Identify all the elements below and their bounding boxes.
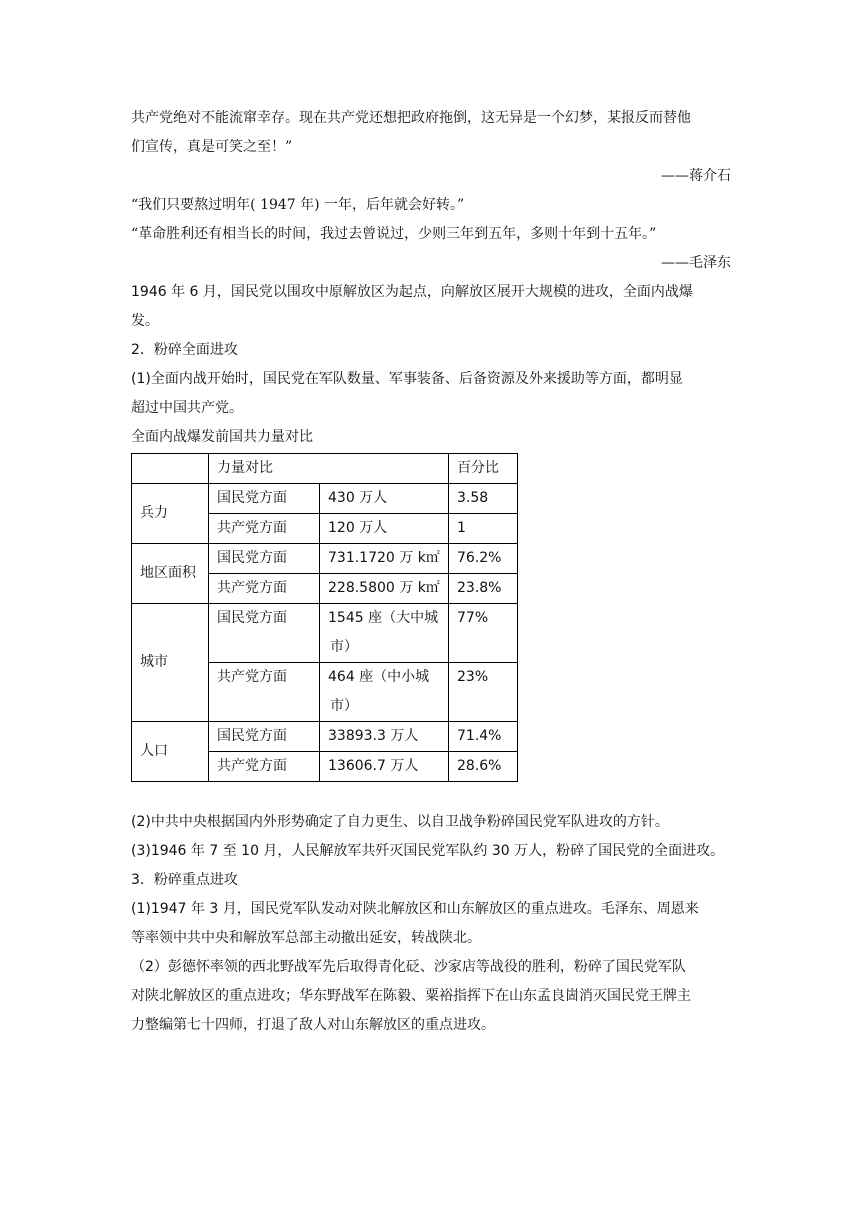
section3-p1-line-2: 等率领中共中央和解放军总部主动撤出延安，转战陕北。 [131,930,481,946]
side-cell: 共产党方面 [209,663,320,722]
section2-p2: (2)中共中央根据国内外形势确定了自力更生、以自卫战争粉碎国民党军队进攻的方针。 [131,814,669,830]
section2-p1-line-2: 超过中国共产党。 [131,400,243,416]
side-cell: 共产党方面 [209,574,320,604]
section3-p1-line-1: (1)1947 年 3 月，国民党军队发动对陕北解放区和山东解放区的重点进攻。毛泽东、周恩来 [131,901,699,917]
header-compare: 力量对比 [209,454,449,484]
side-cell: 国民党方面 [209,722,320,752]
category-cell: 地区面积 [132,544,209,604]
table-row [132,722,518,752]
table-row [132,604,518,663]
side-cell: 国民党方面 [209,484,320,514]
header-empty-cell [132,454,209,484]
chiang-quote-line-2: 们宣传，真是可笑之至！” [131,139,293,155]
table-caption: 全面内战爆发前国共力量对比 [131,429,313,445]
percent-cell: 71.4% [449,722,518,752]
side-cell: 国民党方面 [209,544,320,574]
value-cell: 13606.7 万人 [320,752,449,782]
value-cell: 731.1720 万 k㎡ [320,544,449,574]
percent-cell: 1 [449,514,518,544]
mao-quote-line-2: “革命胜利还有相当长的时间，我过去曾说过，少则三年到五年，多则十年到十五年。” [131,226,657,242]
section3-p2-line-1: （2）彭德怀率领的西北野战军先后取得青化砭、沙家店等战役的胜利，粉碎了国民党军队 [131,959,686,975]
percent-cell: 76.2% [449,544,518,574]
value-cell [320,663,449,722]
section3-p2-line-3: 力整编第七十四师，打退了敌人对山东解放区的重点进攻。 [131,1017,495,1033]
side-cell: 共产党方面 [209,752,320,782]
table-header-row [132,454,518,484]
category-cell: 城市 [132,604,209,722]
percent-cell: 28.6% [449,752,518,782]
percent-cell: 77% [449,604,518,663]
header-percent: 百分比 [449,454,518,484]
section3-p2-line-2: 对陕北解放区的重点进攻；华东野战军在陈毅、粟裕指挥下在山东孟良崮消灭国民党王牌主 [131,988,691,1004]
section2-p1-line-1: (1)全面内战开始时，国民党在军队数量、军事装备、后备资源及外来援助等方面，都明显 [131,371,683,387]
value-cell [320,604,449,663]
intro-line-1: 1946 年 6 月，国民党以围攻中原解放区为起点，向解放区展开大规模的进攻，全面内战爆 [131,284,693,300]
side-cell: 共产党方面 [209,514,320,544]
value-cell: 228.5800 万 k㎡ [320,574,449,604]
value-line: 1545 座（大中城 [328,610,439,626]
side-cell: 国民党方面 [209,604,320,663]
document-page [131,104,731,1040]
section3-heading: 3．粉碎重点进攻 [131,872,238,888]
table-row [132,544,518,574]
intro-line-2: 发。 [131,313,159,329]
force-comparison-table [131,453,518,782]
value-line: 市） [330,639,358,655]
value-cell: 430 万人 [320,484,449,514]
percent-cell: 3.58 [449,484,518,514]
chiang-attribution: ——蒋介石 [661,168,731,184]
value-line: 464 座（中小城 [328,669,430,685]
category-cell: 兵力 [132,484,209,544]
section2-p3: (3)1946 年 7 至 10 月，人民解放军共歼灭国民党军队约 30 万人，粉碎了国民党的全面进攻。 [131,843,725,859]
section2-heading: 2．粉碎全面进攻 [131,342,238,358]
table-row [132,484,518,514]
chiang-quote-line-1: 共产党绝对不能流窜幸存。现在共产党还想把政府拖倒，这无异是一个幻梦，某报反而替他 [131,110,691,126]
category-cell: 人口 [132,722,209,782]
percent-cell: 23% [449,663,518,722]
mao-quote-line-1: “我们只要熬过明年( 1947 年) 一年，后年就会好转。” [131,197,465,213]
value-cell: 33893.3 万人 [320,722,449,752]
value-cell: 120 万人 [320,514,449,544]
percent-cell: 23.8% [449,574,518,604]
value-line: 市） [330,698,358,714]
mao-attribution: ——毛泽东 [661,255,731,271]
